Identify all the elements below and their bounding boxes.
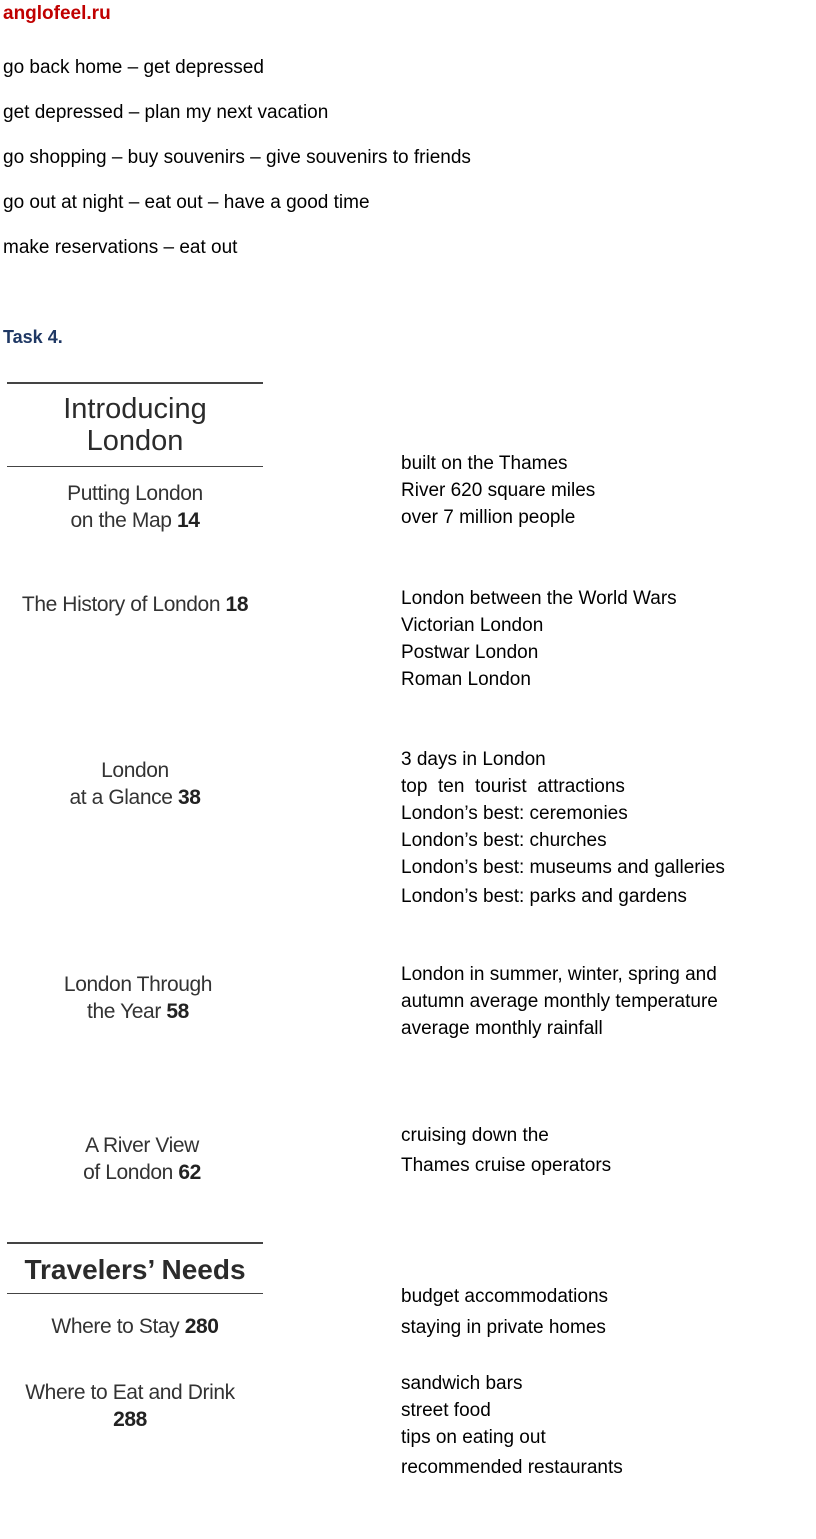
entry-notes: built on the Thames River 620 square miles over 7 million people (401, 453, 596, 528)
page-number: 18 (225, 593, 249, 616)
task-label: Task 4. (3, 327, 63, 347)
page-number: 58 (166, 1000, 189, 1023)
heading-rule (7, 382, 263, 384)
contents-entry: London at a Glance 38 (69, 759, 201, 809)
contents-entry: Where to Eat and Drink 288 (25, 1381, 235, 1431)
site-name: anglofeel.ru (3, 3, 111, 24)
contents-entry: A River View of London 62 (83, 1134, 201, 1184)
contents-entry: Where to Stay 280 (51, 1315, 219, 1338)
phrase-chain: go back home – get depressed (3, 57, 264, 78)
phrase-chain: go out at night – eat out – have a good time (3, 192, 370, 213)
contents-entry: Putting London on the Map 14 (67, 482, 203, 532)
page-number: 288 (113, 1408, 147, 1431)
section-heading: Introducing London (63, 393, 207, 457)
section-heading: Travelers’ Needs (24, 1254, 246, 1285)
entry-notes: cruising down the Thames cruise operators (401, 1125, 612, 1176)
phrase-chain: make reservations – eat out (3, 237, 238, 258)
heading-rule (7, 1293, 263, 1294)
page-number: 280 (184, 1315, 219, 1338)
contents-entry: The History of London 18 (21, 593, 249, 616)
phrase-chain: get depressed – plan my next vacation (3, 102, 329, 123)
heading-rule (7, 466, 263, 467)
heading-rule (7, 1242, 263, 1244)
phrase-chain: go shopping – buy souvenirs – give souvenirs to friends (3, 147, 471, 168)
entry-notes: sandwich bars street food tips on eating out recommended restaurants (401, 1373, 623, 1478)
entry-notes: 3 days in London top ten tourist attractions London’s best: ceremonies London’s best: churches London’s best: museums and galleries London’s best: parks and gardens (401, 749, 725, 907)
contents-entry: London Through the Year 58 (63, 973, 213, 1023)
entry-notes: London between the World Wars Victorian London Postwar London Roman London (401, 588, 677, 690)
page-number: 62 (178, 1161, 201, 1184)
entry-notes: budget accommodations staying in private homes (401, 1286, 609, 1338)
page-number: 14 (176, 509, 200, 532)
entry-notes: London in summer, winter, spring and autumn average monthly temperature average monthly rainfall (401, 964, 718, 1039)
page-number: 38 (177, 786, 201, 809)
